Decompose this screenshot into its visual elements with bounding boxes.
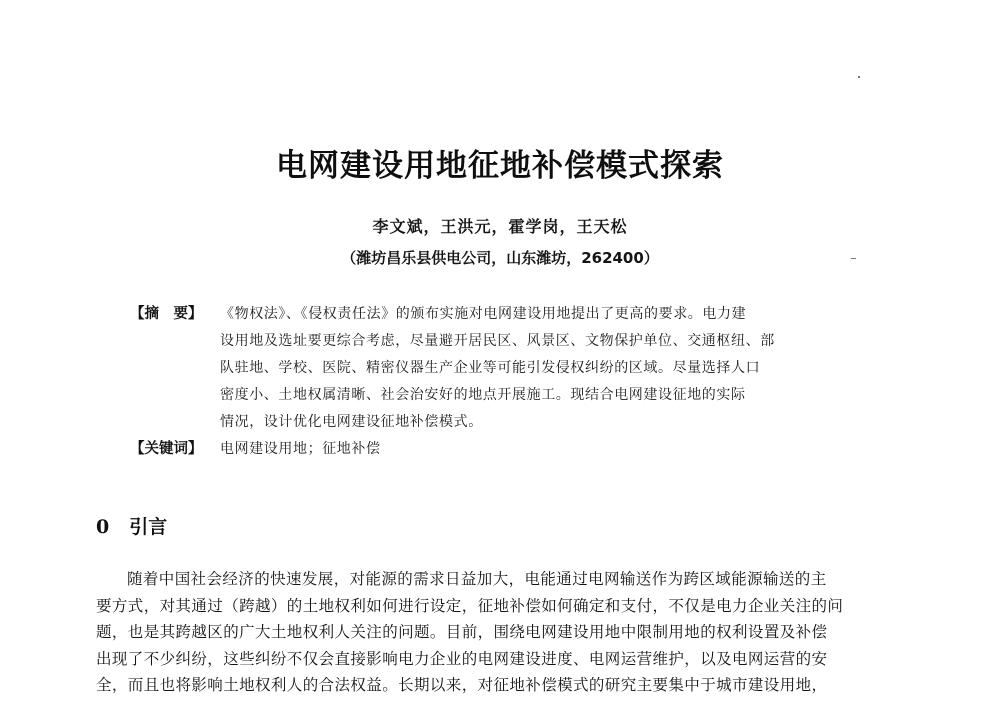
abstract-line: 设用地及选址要更综合考虑，尽量避开居民区、风景区、文物保护单位、交通枢纽、部	[220, 333, 775, 349]
section-heading	[96, 512, 167, 539]
paper-title: 电网建设用地征地补偿模式探索	[276, 148, 724, 184]
body-line: 全，而且也将影响土地权利人的合法权益。长期以来，对征地补偿模式的研究主要集中于城市建设用地，	[96, 676, 828, 694]
abstract-line: 情况，设计优化电网建设征地补偿模式。	[220, 414, 483, 430]
abstract-line: 《物权法》、《侵权责任法》的颁布实施对电网建设用地提出了更高的要求。电力建	[220, 306, 747, 322]
keywords-label: 【关键词】	[130, 441, 203, 457]
section-number: 0	[96, 516, 110, 538]
abstract-block	[130, 301, 890, 463]
section-title: 引言	[129, 516, 168, 538]
author-list: 李文斌，王洪元，霍学岗，王天松	[372, 217, 628, 236]
affiliation: （潍坊昌乐县供电公司，山东潍坊，262400）	[341, 249, 659, 267]
body-line: 题，也是其跨越区的广大土地权利人关注的问题。目前，围绕电网建设用地中限制用地的权利设置及补偿	[96, 623, 828, 641]
abstract-text	[220, 301, 890, 436]
body-line: 随着中国社会经济的快速发展，对能源的需求日益加大，电能通过电网输送作为跨区域能源输送的主	[127, 570, 827, 588]
keywords-text: 电网建设用地；征地补偿	[220, 441, 381, 457]
keywords	[130, 436, 890, 463]
abstract-line: 队驻地、学校、医院、精密仪器生产企业等可能引发侵权纠纷的区域。尽量选择人口	[220, 360, 761, 376]
body-line: 要方式，对其通过（跨越）的土地权利如何进行设定，征地补偿如何确定和支付，不仅是电力企业关注的问	[96, 596, 844, 615]
abstract	[130, 301, 890, 436]
body-paragraph	[96, 566, 908, 699]
scan-speck	[858, 76, 860, 78]
body-line: 出现了不少纠纷，这些纠纷不仅会直接影响电力企业的电网建设进度、电网运营维护，以及电网运营的安	[96, 649, 828, 668]
abstract-line: 密度小、土地权属清晰、社会治安好的地点开展施工。现结合电网建设征地的实际	[220, 387, 746, 403]
abstract-label: 【摘 要】	[130, 306, 203, 322]
